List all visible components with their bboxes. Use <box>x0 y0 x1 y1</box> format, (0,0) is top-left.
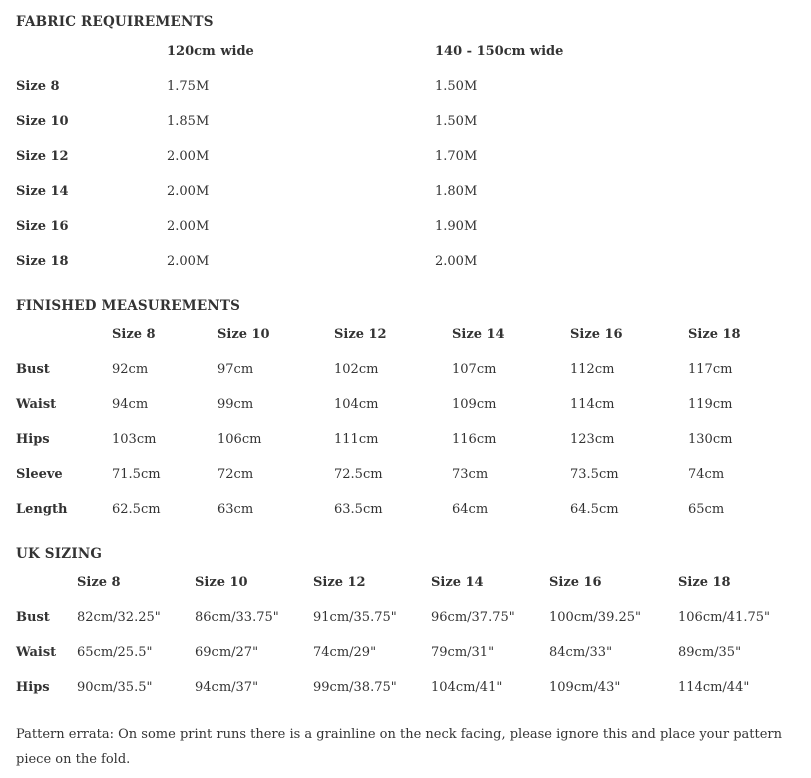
finished-cell: 116cm <box>452 432 497 447</box>
uk-cell: 90cm/35.5" <box>77 680 153 695</box>
uk-col-header: Size 10 <box>195 575 248 590</box>
uk-col-header: Size 16 <box>549 575 602 590</box>
fabric-col-header: 120cm wide <box>167 44 254 59</box>
fabric-heading: FABRIC REQUIREMENTS <box>16 14 214 30</box>
finished-cell: 109cm <box>452 397 497 412</box>
finished-cell: 117cm <box>688 362 733 377</box>
uk-cell: 79cm/31" <box>431 645 495 660</box>
fabric-cell: 2.00M <box>435 254 478 269</box>
finished-cell: 99cm <box>217 397 254 412</box>
finished-cell: 102cm <box>334 362 379 377</box>
fabric-cell: 2.00M <box>167 184 210 199</box>
finished-row-label: Length <box>16 502 68 517</box>
finished-cell: 104cm <box>334 397 379 412</box>
finished-cell: 94cm <box>112 397 149 412</box>
finished-cell: 73.5cm <box>570 467 619 482</box>
uk-cell: 86cm/33.75" <box>195 610 279 625</box>
uk-row-label: Hips <box>16 680 50 695</box>
finished-cell: 119cm <box>688 397 733 412</box>
fabric-cell: 2.00M <box>167 254 210 269</box>
finished-cell: 65cm <box>688 502 725 517</box>
uk-cell: 89cm/35" <box>678 645 742 660</box>
uk-col-header: Size 12 <box>313 575 366 590</box>
finished-row-label: Bust <box>16 362 50 377</box>
finished-col-header: Size 14 <box>452 327 505 342</box>
uk-cell: 91cm/35.75" <box>313 610 397 625</box>
finished-col-header: Size 8 <box>112 327 156 342</box>
finished-cell: 103cm <box>112 432 157 447</box>
finished-cell: 73cm <box>452 467 489 482</box>
uk-col-header: Size 14 <box>431 575 484 590</box>
finished-col-header: Size 12 <box>334 327 387 342</box>
finished-cell: 63cm <box>217 502 254 517</box>
errata-note: Pattern errata: On some print runs there is a grainline on the neck facing, please ignore this and place your pattern piece on the fold. <box>16 727 783 767</box>
finished-heading: FINISHED MEASUREMENTS <box>16 298 241 314</box>
finished-cell: 112cm <box>570 362 615 377</box>
fabric-cell: 1.90M <box>435 219 478 234</box>
uk-cell: 94cm/37" <box>195 680 259 695</box>
uk-cell: 104cm/41" <box>431 680 503 695</box>
fabric-cell: 1.85M <box>167 114 210 129</box>
finished-cell: 62.5cm <box>112 502 161 517</box>
fabric-cell: 2.00M <box>167 219 210 234</box>
finished-cell: 107cm <box>452 362 497 377</box>
finished-col-header: Size 10 <box>217 327 270 342</box>
finished-cell: 106cm <box>217 432 262 447</box>
finished-col-header: Size 16 <box>570 327 623 342</box>
fabric-size-label: Size 10 <box>16 114 69 129</box>
finished-row-label: Sleeve <box>16 467 63 482</box>
uk-cell: 109cm/43" <box>549 680 621 695</box>
uk-row-label: Bust <box>16 610 50 625</box>
finished-cell: 97cm <box>217 362 254 377</box>
fabric-col-header: 140 - 150cm wide <box>435 44 564 59</box>
uk-cell: 114cm/44" <box>678 680 750 695</box>
finished-row-label: Waist <box>16 397 57 412</box>
finished-cell: 114cm <box>570 397 615 412</box>
fabric-cell: 2.00M <box>167 149 210 164</box>
fabric-cell: 1.75M <box>167 79 210 94</box>
finished-cell: 74cm <box>688 467 725 482</box>
uk-cell: 69cm/27" <box>195 645 259 660</box>
finished-cell: 72cm <box>217 467 254 482</box>
finished-cell: 92cm <box>112 362 149 377</box>
uk-heading: UK SIZING <box>16 546 103 562</box>
finished-cell: 123cm <box>570 432 615 447</box>
fabric-size-label: Size 18 <box>16 254 69 269</box>
uk-row-label: Waist <box>16 645 57 660</box>
finished-cell: 64cm <box>452 502 489 517</box>
uk-col-header: Size 18 <box>678 575 731 590</box>
fabric-cell: 1.80M <box>435 184 478 199</box>
finished-cell: 64.5cm <box>570 502 619 517</box>
finished-cell: 71.5cm <box>112 467 161 482</box>
fabric-size-label: Size 12 <box>16 149 69 164</box>
uk-cell: 99cm/38.75" <box>313 680 397 695</box>
fabric-size-label: Size 14 <box>16 184 69 199</box>
uk-cell: 65cm/25.5" <box>77 645 153 660</box>
uk-col-header: Size 8 <box>77 575 121 590</box>
finished-cell: 72.5cm <box>334 467 383 482</box>
fabric-cell: 1.50M <box>435 114 478 129</box>
fabric-cell: 1.70M <box>435 149 478 164</box>
fabric-cell: 1.50M <box>435 79 478 94</box>
uk-cell: 84cm/33" <box>549 645 613 660</box>
fabric-size-label: Size 16 <box>16 219 69 234</box>
uk-cell: 82cm/32.25" <box>77 610 161 625</box>
fabric-size-label: Size 8 <box>16 79 60 94</box>
finished-cell: 63.5cm <box>334 502 383 517</box>
uk-cell: 74cm/29" <box>313 645 377 660</box>
finished-cell: 111cm <box>334 432 379 447</box>
finished-cell: 130cm <box>688 432 733 447</box>
uk-cell: 100cm/39.25" <box>549 610 641 625</box>
uk-cell: 96cm/37.75" <box>431 610 515 625</box>
uk-cell: 106cm/41.75" <box>678 610 770 625</box>
finished-col-header: Size 18 <box>688 327 741 342</box>
finished-row-label: Hips <box>16 432 50 447</box>
